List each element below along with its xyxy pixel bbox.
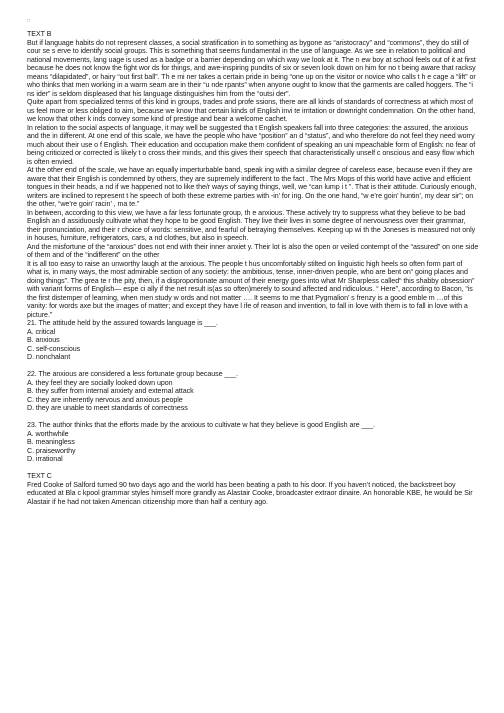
question-21-stem: 21. The attitude held by the assured towards language is ___. xyxy=(27,319,218,327)
text-c-paragraph-1: Fred Cooke of Salford turned 90 two days ago and the world has been beating a path to his door. If you haven’t noticed, the backstreet boy educated at Bla c kpool grammar styles himself more grandly as Alastair Cooke, broadcaster extraor dinaire. An honorable KBE, he would be Sir Alastair if he had not taken American citizenship more than half a century ago. xyxy=(27,480,473,506)
text-b-paragraph-2: Quite apart from specialized terms of this kind in groups, trades and profe ssions, there are all kinds of standards of correctness at which most of us feel more or less obliged to aim, because we know that certain kinds of English invi te irritation or downright condemnation. On the other hand, we know that other k inds convey some kind of prestige and bear a welcome cachet. xyxy=(27,98,476,123)
question-22-option-a: A. they feel they are socially looked down upon xyxy=(27,378,173,387)
text-b-paragraph-5: In between, according to this view, we have a far less fortunate group, th e anxious. These actively try to suppress what they believe to be bad English an d assiduously cultivate what they hope to be good English. They live their lives in some degree of nervousness over their grammar, their pronunciation, and their r choice of words: sensitive, and fearful of betraying themselves. Keeping up wi th the Joneses is measured not only in houses, furniture, refrigerators, cars, a nd clothes, but also in speech. xyxy=(27,208,476,242)
question-21 xyxy=(27,319,479,362)
spacer xyxy=(27,464,479,473)
question-21-option-a: A. critical xyxy=(27,327,56,336)
text-c-heading: TEXT C xyxy=(27,472,52,480)
question-22-stem: 22. The anxious are considered a less fortunate group because ___. xyxy=(27,370,239,378)
page-marker: □ xyxy=(27,18,31,24)
question-23-stem: 23. The author thinks that the efforts made by the anxious to cultivate w hat they believe is good English are ___. xyxy=(27,421,376,429)
text-c-section xyxy=(27,472,479,506)
text-b-paragraph-4: At the other end of the scale, we have an equally imperturbable band, speak ing with a similar degree of careless ease, because even if they are aware that their English is condemned by others, they are supremely indifferent to the fact . The Mrs Mops of this world have active and efficient tongues in their heads, a nd if we happened not to like the/r ways of saying things, well, we “can lump i t ”. That is their attitude. Curiously enough, writers are inclined to represent t he speech of both these extreme parties with -in’ for ing. On the one hand, “w e’re goin’ huntin’, my dear sir”; on the other, “we’re goin’ racin’ , ma te.” xyxy=(27,166,477,208)
question-22-option-d: D. they are unable to meet standards of correctness xyxy=(27,404,188,412)
question-22-option-c: C. they are inherently nervous and anxious people xyxy=(27,395,183,404)
question-21-option-c: C. self-conscious xyxy=(27,344,81,353)
spacer xyxy=(27,413,479,422)
question-22 xyxy=(27,370,479,413)
question-23-option-a: A. worthwhile xyxy=(27,429,69,438)
text-b-paragraph-1: But if language habits do not represent classes, a social stratification in to something as bygone as “aristocracy” and “commons”, they do still of cour se s erve to identify social groups. This is something that seems fundamental in the use of language. As we see in relation to political and national movements, lang uage is used as a badge or a barrier depending on which way we look at it. The n ew boy at school feels out of it at first because he does not know the fight wor ds for things, and awe-inspiring pundits of six or seven look down on him for no t being aware that racksy means “dilapidated”, or hairy “out first ball”. Th e mi ner takes a certain pride in being “one up on the visitor or novice who calls t h e cage a “lift” or who thinks that men working in a warm seam are in their “u nde rpants” when anyone ought to know that the garments are called hoggers. The “i ns ider” is seldom displeased that his language distinguishes him from the “outsi der”. xyxy=(27,38,476,98)
question-23-option-b: B. meaningless xyxy=(27,438,75,446)
text-b-paragraph-3: In relation to the social aspects of language, it may well be suggested tha t English speakers fall into three categories: the assured, the anxious and the in different. At one end of this scale, we have the people who have “position” an d “status”, and who therefore do not feel they need worry much about their use o f English. Their education and occupation make them confident of speaking an uni mpeachable form of English: no fear of being criticized or corrected is likely t o cross their minds, and this gives their speech that characteristically unself c onscious and easy flow which is often envied. xyxy=(27,123,476,166)
question-21-option-b: B. anxious xyxy=(27,336,60,344)
spacer xyxy=(27,362,479,371)
question-23-option-c: C. praiseworthy xyxy=(27,446,76,455)
text-b-paragraph-6: And the misfortune of the “anxious” does not end with their inner anxiet y. Their lot is also the open or veiled contempt of the “assured” on one side of them and of the “indifferent” on the other xyxy=(27,242,479,259)
question-21-option-d: D. nonchalant xyxy=(27,353,71,361)
question-23-option-d: D. irrational xyxy=(27,455,63,463)
document-body xyxy=(27,30,479,506)
question-22-option-b: B. they suffer from internal anxiety and external attack xyxy=(27,387,194,395)
text-b-heading: TEXT B xyxy=(27,30,52,38)
question-23 xyxy=(27,421,479,464)
text-b-paragraph-7: It is all too easy to raise an unworthy laugh at the anxious. The people t hus uncomfortably stilted on linguistic high heels so often form part of what is, in many ways, the most admirable section of any society: the ambitious, tense, inner-driven people, who are bent on“ going places and doing things”. The grea te r the pity, then, if a disproportionate amount of their energy goes into what Mr Sharpless called“ this shabby obsession” with variant forms of English— espe ci ally if the net result is(as so often)merely to sound affected and ridiculous. “ Here”, according to Bacon, “is the first distemper of learning, when men study w ords and not matter …. It seems to me that Pygmalion’ s frenzy is a good emble m …of this vanity: for words axe but the images of matter; and except they have l ife of reason and invention, to fall in love with them is to fall in love with a picture.” xyxy=(27,259,475,319)
text-b-section xyxy=(27,30,479,319)
